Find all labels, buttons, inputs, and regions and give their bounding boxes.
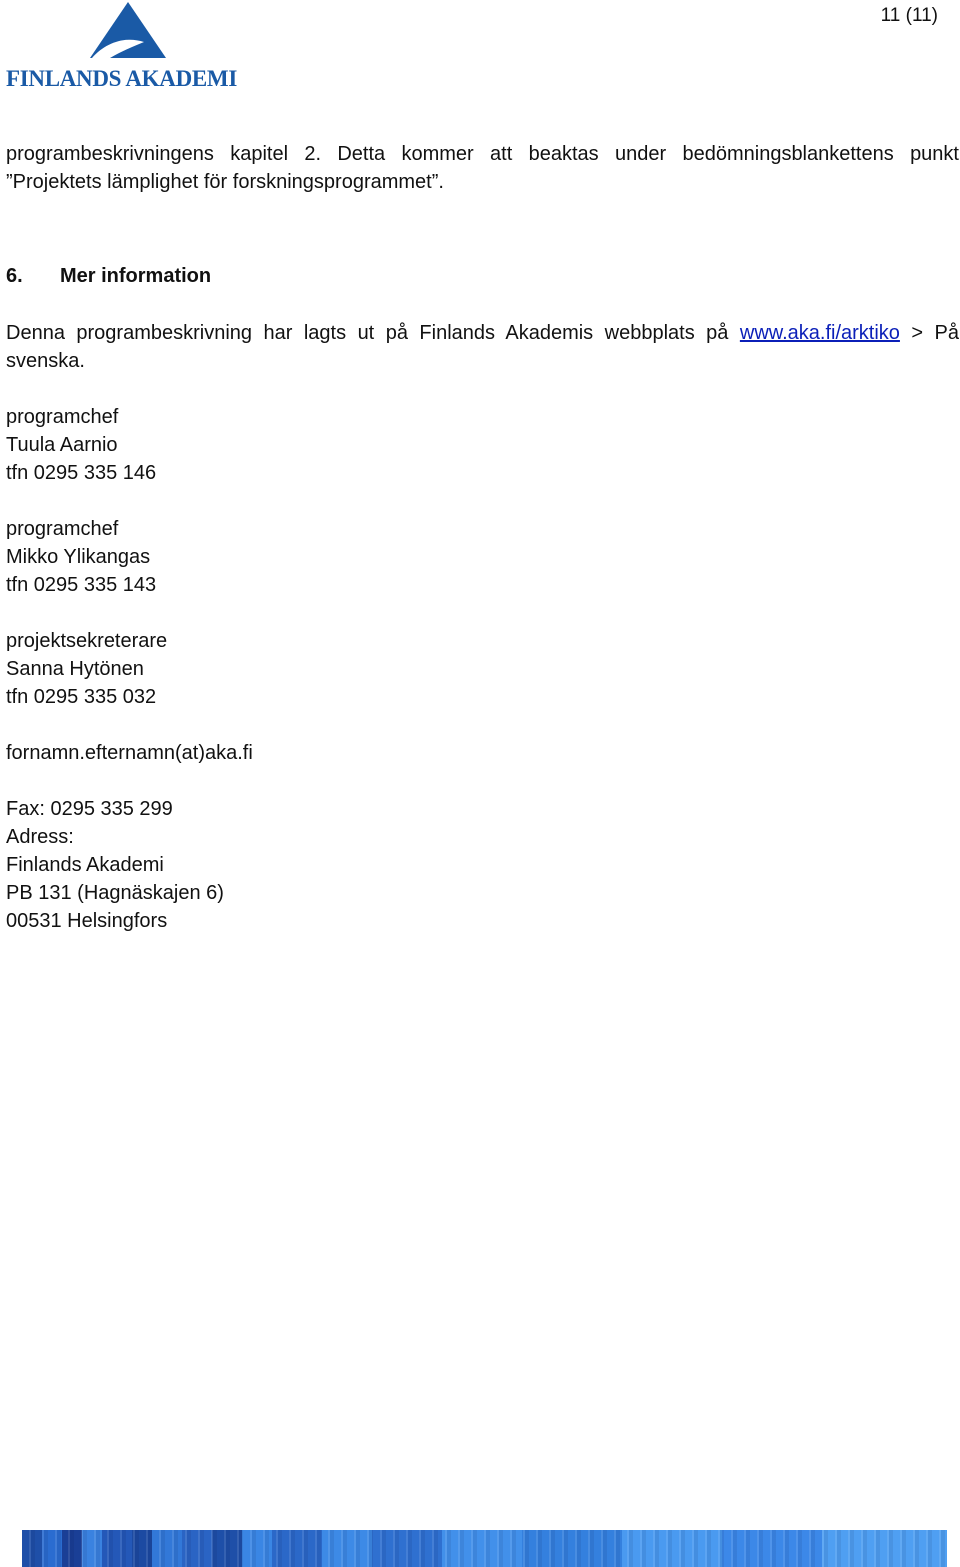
contact-phone: tfn 0295 335 146 <box>6 462 157 484</box>
contact-name: Sanna Hytönen <box>6 658 144 680</box>
info-text-before-link: Denna programbeskrivning har lagts ut på Finlands Akademis webbplats på <box>6 322 740 344</box>
contact-name: Mikko Ylikangas <box>6 546 151 568</box>
contact-role: programchef <box>6 518 119 540</box>
logo-wordmark: FINLANDS AKADEMI <box>6 66 237 91</box>
info-paragraph <box>6 319 959 375</box>
contact-list <box>6 403 253 935</box>
section-heading <box>6 262 211 290</box>
contact-role: projektsekreterare <box>6 630 168 652</box>
finlands-akademi-logo <box>6 2 248 94</box>
contact-role: programchef <box>6 406 119 428</box>
intro-paragraph: programbeskrivningens kapitel 2. Detta kommer att beaktas under bedömningsblankettens punkt ”Projektets lämplighet för forskningsprogrammet”. <box>6 143 959 193</box>
logo-triangle-icon <box>6 2 248 66</box>
arktiko-link[interactable]: www.aka.fi/arktiko <box>739 322 900 344</box>
address-line: PB 131 (Hagnäskajen 6) <box>6 882 224 904</box>
address-line: 00531 Helsingfors <box>6 910 168 932</box>
page-number: 11 (11) <box>880 5 938 26</box>
email-pattern: fornamn.efternamn(at)aka.fi <box>6 742 253 764</box>
contact-phone: tfn 0295 335 032 <box>6 686 157 708</box>
contact-name: Tuula Aarnio <box>6 434 118 456</box>
address-label: Adress: <box>6 826 74 848</box>
address-line: Finlands Akademi <box>6 854 164 876</box>
fax-number: Fax: 0295 335 299 <box>6 798 173 820</box>
footer-color-bar <box>22 1530 947 1567</box>
contact-phone: tfn 0295 335 143 <box>6 574 157 596</box>
info-text-after-link: > På svenska. <box>6 322 960 372</box>
section-title: Mer information <box>60 265 212 287</box>
section-number: 6. <box>6 265 23 287</box>
